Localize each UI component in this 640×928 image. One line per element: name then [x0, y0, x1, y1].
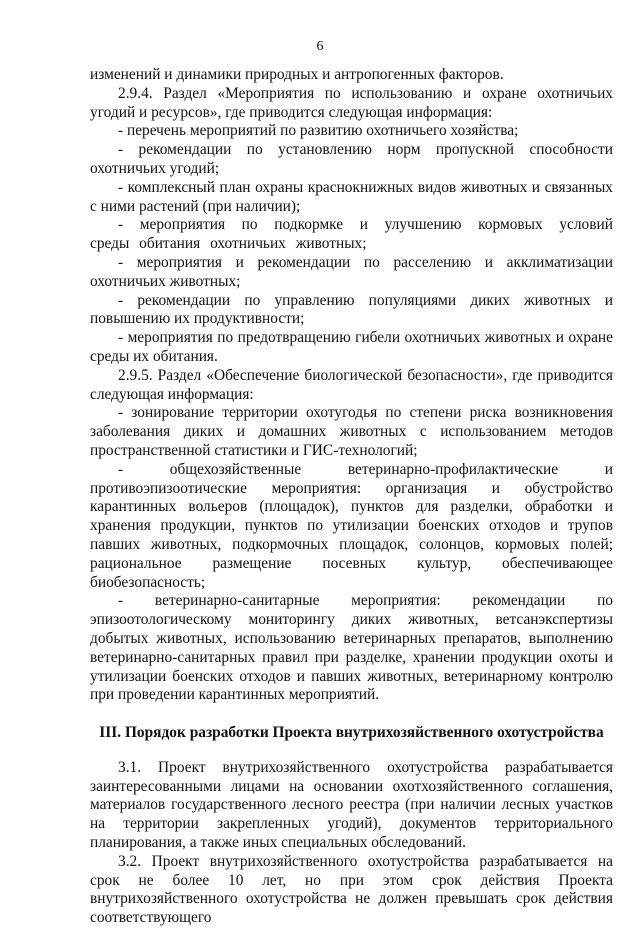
- list-item: - комплексный план охраны краснокнижных видов животных и связанных с ними растений (при наличии);: [90, 178, 613, 215]
- list-item: - общехозяйственные ветеринарно-профилактические и противоэпизоотические мероприятия: организация и обустройство карантинных вольеров (площадок), пунктов для разделки, обработки и хранения продукции, пунктов по утилизации боенских отходов и трупов павших животных, подкормочных площадок, солонцов, кормовых полей; рациональное размещение посевных культур, обеспечивающее биобезопасность;: [90, 460, 613, 591]
- list-item: - рекомендации по установлению норм пропускной способности охотничьих угодий;: [90, 141, 613, 177]
- paragraph-3-2: 3.2. Проект внутрихозяйственного охотустройства разрабатывается на срок не более 10 лет, но при этом срок действия Проекта внутрихозяйственного охотустройства не должен превышать срок действия соответствующего: [90, 852, 613, 927]
- list-item: - ветеринарно-санитарные мероприятия: рекомендации по эпизоотологическому мониторингу диких животных, ветсанэкспертизы добытых животных, использованию ветеринарных препаратов, выполнению ветеринарно-санитарных правил при разделке, хранении продукции охоты и утилизации боенских отходов и павших животных, ветеринарному контролю при проведении карантинных мероприятий.: [90, 592, 613, 704]
- list-item: - мероприятия и рекомендации по расселению и акклиматизации охотничьих животных;: [90, 253, 613, 290]
- paragraph-2-9-5: 2.9.5. Раздел «Обеспечение биологической безопасности», где приводится следующая информация:: [90, 366, 613, 403]
- paragraph-continuation: изменений и динамики природных и антропогенных факторов.: [90, 66, 504, 83]
- list-item: - мероприятия по подкормке и улучшению кормовых условий среды обитания охотничьих животных;: [90, 216, 613, 253]
- document-body: [90, 66, 613, 928]
- list-item: - перечень мероприятий по развитию охотничьего хозяйства;: [118, 122, 519, 140]
- list-item: - мероприятия по предотвращению гибели охотничьих животных и охране среды их обитания.: [90, 329, 613, 365]
- list-item: - зонирование территории охотугодья по степени риска возникновения заболевания диких и домашних животных с использованием методов пространственной статистики и ГИС-технологий;: [90, 404, 613, 459]
- page-number: 6: [316, 39, 324, 54]
- paragraph-2-9-4: 2.9.4. Раздел «Мероприятия по использованию и охране охотничьих угодий и ресурсов», где приводится следующая информация:: [90, 84, 613, 121]
- section-heading: III. Порядок разработки Проекта внутрихозяйственного охотустройства: [99, 724, 604, 742]
- paragraph-3-1: 3.1. Проект внутрихозяйственного охотустройства разрабатывается заинтересованными лицами на основании охотхозяйственного соглашения, материалов государственного лесного реестра (при наличии лесных участков на территории закрепленных угодий), документов территориального планирования, а также иных специальных обследований.: [90, 758, 613, 852]
- list-item: - рекомендации по управлению популяциями диких животных и повышению их продуктивности;: [90, 291, 613, 328]
